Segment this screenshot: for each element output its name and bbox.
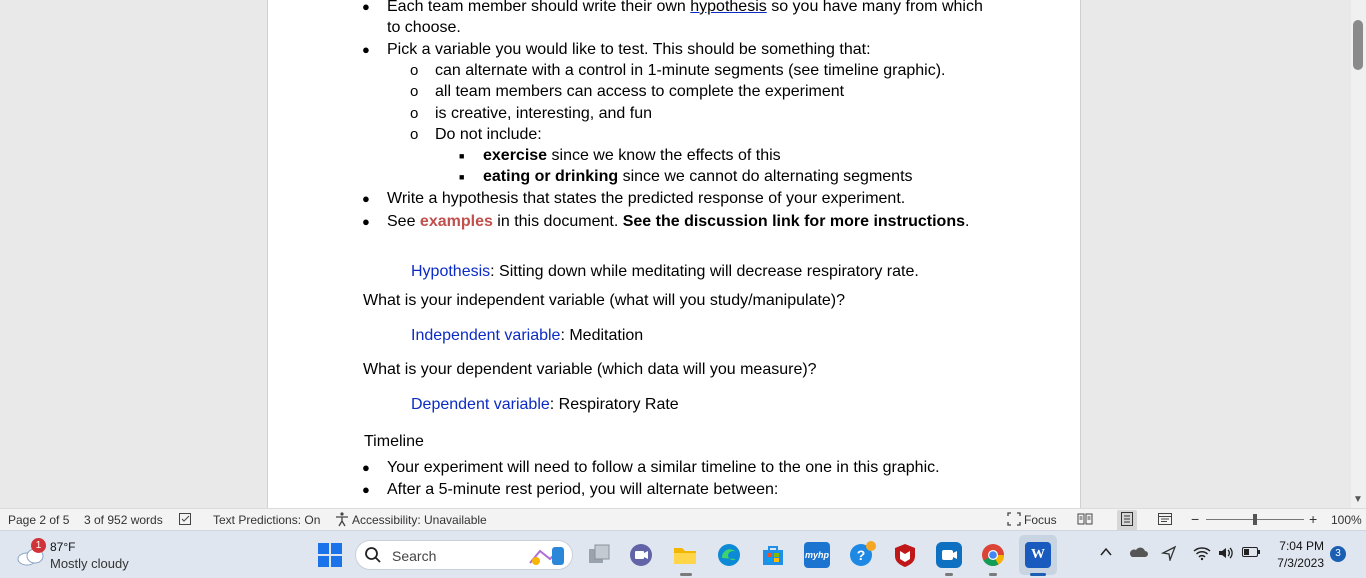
proofing-icon[interactable] (178, 511, 194, 530)
accessibility-icon (334, 511, 350, 530)
location-icon[interactable] (1161, 545, 1177, 564)
wifi-icon[interactable] (1193, 545, 1211, 564)
zoom-app-button[interactable] (936, 542, 962, 568)
text-predictions-status[interactable]: Text Predictions: On (213, 513, 321, 527)
edge-icon (716, 542, 742, 568)
doc-line: After a 5-minute rest period, you will alternate between: (387, 481, 779, 498)
mcafee-button[interactable] (892, 542, 918, 568)
folder-icon (672, 542, 698, 568)
chat-icon (628, 542, 654, 568)
hypothesis-word[interactable]: hypothesis (690, 0, 767, 15)
edge-button[interactable] (716, 542, 742, 568)
active-indicator (1030, 573, 1046, 576)
taskbar-search-box[interactable] (355, 540, 573, 570)
independent-question: What is your independent variable (what will you study/manipulate)? (363, 292, 846, 309)
microsoft-store-button[interactable] (760, 542, 786, 568)
focus-button[interactable]: Focus (1024, 513, 1057, 527)
svg-text:?: ? (856, 547, 866, 563)
task-view-icon (586, 542, 612, 568)
file-explorer-button[interactable] (672, 542, 698, 568)
doc-line: Each team member should write their own hypothesis so you have many from which (387, 0, 983, 15)
bullet-circle: o (410, 83, 419, 100)
bullet-dot: ● (362, 482, 370, 497)
bullet-square: ■ (459, 151, 465, 161)
scroll-down-arrow-icon[interactable]: ▼ (1353, 494, 1363, 505)
start-button[interactable] (317, 542, 343, 568)
search-icon (364, 546, 382, 564)
store-icon (760, 542, 786, 568)
weather-badge: 1 (31, 538, 46, 553)
bullet-circle: o (410, 126, 419, 143)
bullet-dot: ● (362, 460, 370, 475)
weather-widget[interactable] (14, 539, 134, 571)
dependent-variable-line: Dependent variable: Respiratory Rate (411, 396, 679, 413)
doc-line: can alternate with a control in 1-minute segments (see timeline graphic). (435, 62, 946, 79)
accessibility-status[interactable]: Accessibility: Unavailable (352, 513, 487, 527)
zoom-out-button[interactable]: − (1191, 511, 1200, 527)
windows-taskbar (0, 530, 1366, 578)
running-indicator (989, 573, 997, 576)
volume-icon[interactable] (1217, 545, 1235, 564)
page-indicator[interactable]: Page 2 of 5 (8, 513, 70, 527)
scrollbar-thumb[interactable] (1353, 20, 1363, 70)
doc-line: Your experiment will need to follow a similar timeline to the one in this graphic. (387, 459, 940, 476)
windows-logo-icon (317, 542, 343, 568)
zoom-in-button[interactable]: + (1309, 511, 1318, 527)
print-layout-icon[interactable] (1117, 510, 1137, 531)
temperature: 87°F (50, 540, 76, 554)
chrome-icon (980, 542, 1006, 568)
status-bar (0, 508, 1366, 530)
zoom-level[interactable]: 100% (1331, 513, 1362, 527)
doc-line: eating or drinking since we cannot do alternating segments (483, 168, 913, 185)
dependent-question: What is your dependent variable (which data will you measure)? (363, 361, 817, 378)
doc-line: Pick a variable you would like to test. This should be something that: (387, 41, 871, 58)
notification-badge[interactable]: 3 (1330, 546, 1346, 562)
word-button[interactable]: W (1025, 542, 1051, 568)
teams-chat-button[interactable] (628, 542, 654, 568)
independent-variable-line: Independent variable: Meditation (411, 327, 644, 344)
doc-line-cutoff (435, 500, 439, 508)
doc-line: to choose. (387, 19, 461, 36)
bullet-circle: o (410, 105, 419, 122)
task-view-button[interactable] (586, 542, 612, 568)
battery-icon[interactable] (1241, 545, 1261, 562)
web-layout-icon[interactable] (1157, 511, 1173, 530)
running-indicator (680, 573, 692, 576)
clock-date[interactable]: 7/3/2023 (1277, 556, 1324, 570)
zoom-slider-thumb[interactable] (1253, 514, 1257, 525)
bullet-dot: ● (362, 214, 370, 229)
weather-description: Mostly cloudy (50, 556, 129, 571)
focus-icon (1006, 511, 1022, 530)
search-highlight-icon (526, 543, 570, 569)
hypothesis-line: Hypothesis: Sitting down while meditating will decrease respiratory rate. (411, 263, 919, 280)
word-count[interactable]: 3 of 952 words (84, 513, 163, 527)
video-icon (936, 542, 962, 568)
read-mode-icon[interactable] (1077, 511, 1093, 530)
doc-line: is creative, interesting, and fun (435, 105, 653, 122)
doc-line: See examples in this document. See the discussion link for more instructions. (387, 213, 970, 230)
help-icon (848, 540, 878, 570)
clock-time[interactable]: 7:04 PM (1279, 539, 1324, 553)
search-label: Search (392, 548, 437, 564)
bullet-circle: o (410, 62, 419, 79)
onedrive-icon[interactable] (1128, 545, 1148, 562)
doc-line: Do not include: (435, 126, 542, 143)
doc-line: exercise since we know the effects of this (483, 147, 781, 164)
doc-line: all team members can access to complete the experiment (435, 83, 845, 100)
vertical-scrollbar[interactable] (1351, 0, 1366, 508)
shield-icon (892, 542, 918, 568)
bullet-square: ■ (459, 172, 465, 182)
chevron-up-icon[interactable] (1099, 545, 1113, 562)
chrome-button[interactable] (980, 542, 1006, 568)
running-indicator (945, 573, 953, 576)
bullet-dot: ● (362, 191, 370, 206)
timeline-heading: Timeline (364, 433, 424, 450)
examples-word: examples (419, 213, 493, 230)
document-page[interactable] (267, 0, 1081, 508)
doc-line: Write a hypothesis that states the predicted response of your experiment. (387, 190, 906, 207)
bullet-dot: ● (362, 42, 370, 57)
myhp-button[interactable]: myhp (804, 542, 830, 568)
get-help-button[interactable] (848, 542, 874, 568)
bullet-dot: ● (362, 0, 370, 14)
